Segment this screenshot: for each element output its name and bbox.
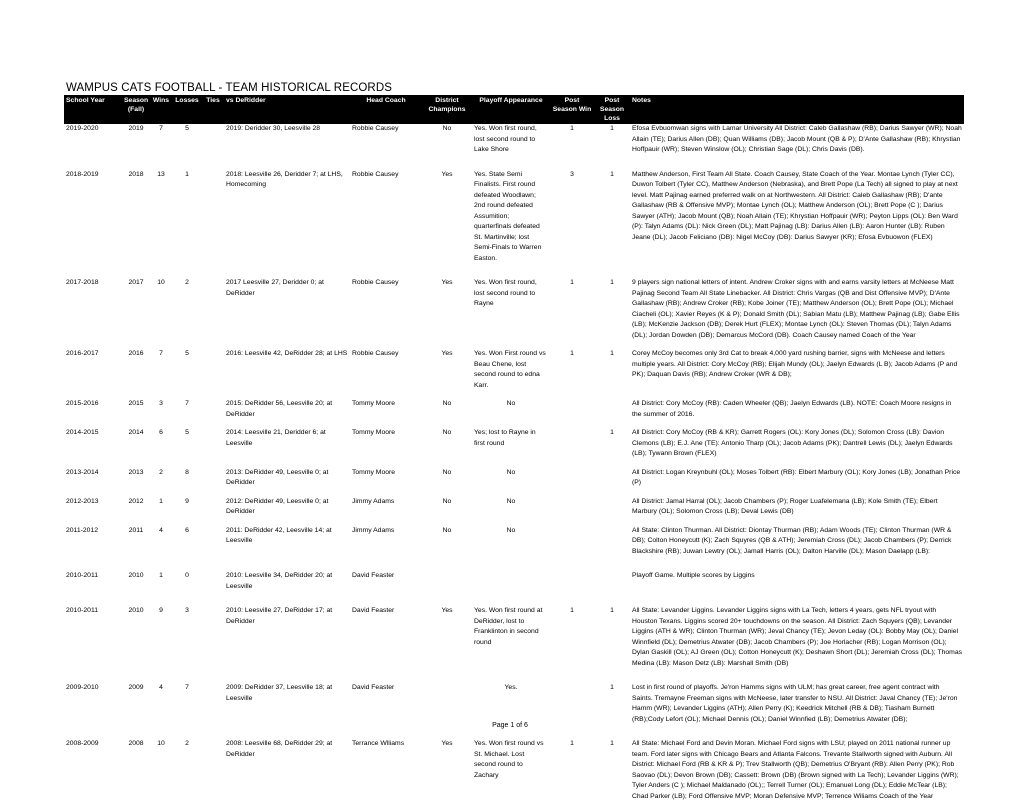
col-wins: Wins	[152, 97, 170, 104]
row-spacer-cell	[64, 391, 964, 399]
cell-post-loss	[594, 399, 630, 420]
table-row	[64, 571, 964, 592]
cell-season: 2018	[128, 170, 144, 178]
cell-post-win	[550, 571, 594, 592]
cell-losses: 2	[185, 279, 189, 286]
cell-season: 2017	[128, 279, 144, 286]
cell-ties	[202, 683, 224, 725]
cell-head-coach: Tommy Moore	[352, 400, 396, 407]
cell-vs-deridder: 2012: DeRidder 49, Leesville 0; at DeRidder	[226, 497, 329, 515]
cell-ties	[202, 278, 224, 341]
col-post-loss: Post Season Loss	[599, 97, 625, 122]
row-spacer	[64, 264, 964, 278]
cell-post-win	[550, 468, 594, 489]
cell-district: Yes	[441, 350, 453, 357]
cell-vs-deridder: 2013: DeRidder 49, Leesville 0; at DeRidder	[226, 468, 329, 486]
cell-vs-deridder: 2017 Leesville 27, Deridder 0; at DeRidder	[226, 279, 324, 297]
cell-ties	[202, 468, 224, 489]
cell-losses: 0	[185, 572, 189, 579]
row-spacer-cell	[64, 669, 964, 683]
cell-playoff: Yes. Won first round at DeRidder, lost to Franklinton in second round	[474, 607, 543, 646]
cell-vs-deridder: 2016: Leesville 42, DeRidder 28; at LHS	[226, 350, 348, 357]
cell-season: 2008	[128, 740, 144, 747]
cell-post-loss: 1	[610, 350, 614, 357]
row-spacer-cell	[64, 592, 964, 606]
cell-school-year: 2011-2012	[66, 526, 98, 534]
cell-vs-deridder: 2011: DeRidder 42, Leesville 14; at Leesville	[226, 526, 332, 544]
cell-wins: 4	[159, 684, 163, 691]
cell-ties	[202, 124, 224, 156]
cell-ties	[202, 170, 224, 265]
records-table	[64, 95, 964, 802]
row-spacer	[64, 341, 964, 349]
cell-wins: 6	[159, 429, 163, 436]
cell-notes: All District: Jamal Harral (OL); Jacob Chambers (P); Roger Luafelemana (LB); Kole Smith (TE); Elbert Marbury (OL); Solomon Cross (LB); Deval Lewis (DB)	[632, 497, 938, 515]
cell-vs-deridder: 2019: Deridder 30, Leesville 28	[226, 125, 321, 132]
cell-district: Yes	[441, 170, 453, 178]
cell-head-coach: Robbie Causey	[352, 125, 399, 132]
cell-district: Yes	[441, 607, 453, 614]
cell-ties	[202, 428, 224, 460]
cell-post-loss	[594, 468, 630, 489]
cell-notes: All State: Levander Liggins. Levander Liggins signs with La Tech, letters 4 years, gets NFL tryout with Houston Texans. Liggins scored 20+ touchdowns on the season. All District: Zach Squyers (QB); Levander Liggins (ATH & WR); Clinton Thurman (WR); Jeval Chancy (TE); Jevon Leday (OL): Bobby May (OL); Daniel Winnfield (DL); Demetrius Atwater (DB); Jacob Chambers (P); Joe Horlacher (RB); Logan Morrison (OL); Dylan Gaskill (OL); AJ Green (OL); Cotton Honeycutt (K); Deshawn Short (DL); Jeremiah Cross (DL); Thomas Medina (LB): Mason Detz (LB): Marshall Smith (DB)	[632, 607, 963, 667]
cell-post-win	[550, 683, 594, 725]
cell-playoff: Yes. Won first round, lost second round to Rayne	[474, 279, 537, 307]
cell-ties	[202, 399, 224, 420]
header-row	[64, 95, 964, 124]
cell-notes: Playoff Game. Multiple scores by Liggins	[632, 572, 755, 579]
row-spacer-cell	[64, 557, 964, 571]
cell-head-coach: David Feaster	[352, 607, 395, 614]
cell-season: 2014	[128, 429, 144, 436]
cell-losses: 5	[185, 429, 189, 436]
cell-district	[422, 683, 472, 725]
cell-school-year: 2018-2019	[66, 170, 99, 178]
cell-playoff	[472, 571, 550, 592]
cell-vs-deridder: 2014: Leesville 21, Deridder 6; at Leesville	[226, 429, 326, 447]
cell-head-coach: David Feaster	[352, 572, 395, 579]
cell-notes: Corey McCoy becomes only 3rd Cat to break 4,000 yard rushing barrier, signs with McNeese and letters multiple years. All District: Cory McCoy (RB); Elijah Mundy (OL); Jaelyn Edwards (L B); Jacob Adams (P and PK); Daquan Davis (RB); Andrew Croker (WR & DB);	[632, 350, 958, 378]
cell-school-year: 2014-2015	[66, 429, 99, 436]
cell-district: No	[442, 429, 452, 436]
row-spacer	[64, 557, 964, 571]
cell-district: No	[442, 125, 452, 132]
col-district: District Champions	[428, 97, 466, 113]
cell-notes: Efosa Evbuomwan signs with Lamar University All District: Caleb Gallashaw (RB); Darius Sawyer (WR); Noah Allain (TE); Darius Allen (DB); Quan Williams (DB); Jacob Mount (QB & P); D'Ante Gallashaw (RB); Khrystian Hoffpauir (WR); Steven Winslow (OL); Christian Sage (DL); Chris Davis (DB).	[632, 125, 962, 153]
cell-post-loss	[594, 526, 630, 558]
cell-post-win: 1	[570, 125, 574, 132]
cell-vs-deridder: 2010: Leesville 27, DeRidder 17; at DeRidder	[226, 607, 333, 625]
cell-losses: 5	[185, 350, 189, 357]
cell-season: 2012	[128, 497, 144, 505]
table-row	[64, 428, 964, 460]
cell-playoff: Yes. State Semi Finalists. First round defeated Woodlawn; 2nd round defeated Assumition; quarterfinals defeated St. Martinville; lost Semi-Finals to Warren Easton.	[474, 170, 542, 262]
col-ties: Ties	[206, 97, 220, 104]
cell-season: 2013	[128, 468, 144, 476]
cell-post-win: 1	[570, 607, 574, 614]
cell-notes: All District: Logan Kreynbuhl (OL); Moses Tolbert (RB): Elbert Marbury (OL); Kory Jones (LB); Jonathan Price (P)	[632, 468, 961, 486]
cell-losses: 7	[185, 684, 189, 691]
cell-wins: 7	[159, 125, 163, 132]
cell-school-year: 2010-2011	[66, 607, 98, 614]
cell-wins: 13	[157, 170, 165, 178]
cell-head-coach: Robbie Causey	[352, 350, 399, 357]
cell-season: 2011	[128, 526, 144, 534]
row-spacer-cell	[64, 264, 964, 278]
table-row	[64, 278, 964, 341]
cell-season: 2010	[128, 572, 144, 579]
cell-season: 2009	[128, 684, 144, 691]
cell-ties	[202, 349, 224, 391]
cell-post-win: 1	[570, 740, 574, 747]
col-playoff: Playoff Appearance	[479, 97, 543, 104]
cell-losses: 1	[185, 170, 189, 178]
cell-wins: 3	[159, 400, 163, 407]
cell-head-coach: Jimmy Adams	[352, 497, 395, 505]
row-spacer-cell	[64, 341, 964, 349]
row-spacer-cell	[64, 489, 964, 497]
row-spacer	[64, 460, 964, 468]
cell-post-win	[550, 428, 594, 460]
row-spacer	[64, 156, 964, 170]
cell-wins: 7	[159, 350, 163, 357]
row-spacer	[64, 489, 964, 497]
cell-post-win	[550, 526, 594, 558]
cell-playoff: Yes.	[504, 684, 518, 691]
row-spacer	[64, 420, 964, 428]
table-row	[64, 399, 964, 420]
row-spacer	[64, 669, 964, 683]
cell-losses: 3	[185, 607, 189, 614]
table-row	[64, 683, 964, 725]
cell-head-coach: Robbie Causey	[352, 279, 399, 286]
cell-playoff: No	[506, 526, 516, 534]
col-notes: Notes	[632, 97, 651, 104]
table-row	[64, 124, 964, 156]
cell-playoff: No	[506, 497, 516, 505]
cell-playoff: Yes. Won first round vs St. Michael. Lost second round to Zachary	[474, 740, 544, 779]
col-losses: Losses	[175, 97, 199, 104]
cell-ties	[202, 571, 224, 592]
cell-post-win: 3	[570, 170, 574, 178]
page-title: WAMPUS CATS FOOTBALL - TEAM HISTORICAL RECORDS	[66, 82, 393, 94]
cell-school-year: 2013-2014	[66, 468, 99, 476]
cell-wins: 10	[157, 740, 165, 747]
cell-head-coach: Terrance Wlliams	[352, 740, 405, 747]
cell-losses: 9	[185, 497, 189, 505]
cell-post-loss: 1	[610, 170, 614, 178]
cell-school-year: 2016-2017	[66, 350, 99, 357]
col-season: Season (Fall)	[124, 97, 149, 113]
cell-wins: 4	[159, 526, 163, 534]
cell-post-loss: 1	[610, 279, 614, 286]
row-spacer	[64, 391, 964, 399]
cell-losses: 8	[185, 468, 189, 476]
cell-district: Yes	[441, 279, 453, 286]
cell-post-win	[550, 399, 594, 420]
cell-post-win: 1	[570, 350, 574, 357]
page-footer: Page 1 of 6	[492, 722, 528, 729]
cell-vs-deridder: 2008: Leesville 68, DeRidder 29; at DeRidder	[226, 740, 333, 758]
col-school-year: School Year	[66, 97, 105, 104]
cell-losses: 6	[185, 526, 189, 534]
cell-post-loss: 1	[610, 684, 614, 691]
row-spacer	[64, 592, 964, 606]
row-spacer-cell	[64, 518, 964, 526]
cell-district: Yes	[441, 740, 453, 747]
cell-ties	[202, 739, 224, 802]
cell-district: No	[442, 526, 452, 534]
table-row	[64, 526, 964, 558]
cell-losses: 7	[185, 400, 189, 407]
cell-playoff: Yes. Won First round vs Beau Chene, lost second round to edna Karr.	[474, 350, 546, 389]
cell-season: 2019	[128, 125, 144, 132]
cell-ties	[202, 526, 224, 558]
cell-notes: All State: Michael Ford and Devin Moran. Michael Ford signs with LSU; played on 2011 national runner up team. Ford later signs with Chicago Bears and Atlanta Falcons. Trevante Stallworth signed with Auburn. All District: Michael Ford (RB & KR & P); Trev Stallworth (QB); Demetrius O'Bryant (RB): Allen Perry (PK); Rob Saovao (DL); Devon Brown (DB); Cassett: Brown (DB) (Brown signed with La Tech); Levander Liggins (WR); Tyler Anders (C ); Michael Maldanado (OL);; Terrell Turner (OL); Emanuel Long (DL); Eddie McTear (LB); Chad Parker (LB); Ford Offensive MVP; Moran Defensive MVP; Terrence Wiliams Coach of the Year	[632, 740, 959, 800]
cell-head-coach: Robbie Causey	[352, 170, 399, 178]
cell-head-coach: Tommy Moore	[352, 429, 396, 436]
cell-notes: 9 players sign national letters of intent. Andrew Croker signs with and earns varsity letters at McNeese Matt Pajinag Second Team All State Linebacker. All District: Chris Vargas (QB and Dist Offensive MVP); D'Ante Gallashaw (RB); Andrew Croker (RB); Kobe Joiner (TE); Matthew Anderson (OL); Brett Pope (OL); Michael Ciacheli (OL); Xavier Reyes (K & P); Donald Smith (DL); Sabian Matu (LB); Matthew Pajinag (LB); Gabe Ellis (LB); McKenzie Jackson (DB); Derek Hurt (FLEX); Montae Lynch (OL): Steven Thomas (DL); Talyn Adams (DL); Jordan Dowden (DB); Demarcus McCord (DB). Coach Causey named Coach of the Year	[632, 279, 960, 339]
cell-wins: 9	[159, 607, 163, 614]
cell-notes: All District: Cory McCoy (RB & KR); Garrett Rogers (OL): Kory Jones (DL); Solomon Cross (LB): Davion Clemons (LB); E.J. Ane (TE): Antonio Tharp (OL); Jacob Adams (PK); Dantrell Lewis (DL); Jaelyn Edwards (LB); Tywann Brown (FLEX)	[632, 429, 953, 457]
cell-season: 2016	[128, 350, 144, 357]
cell-district	[422, 571, 472, 592]
cell-post-loss: 1	[610, 125, 614, 132]
cell-wins: 1	[159, 497, 163, 505]
cell-ties	[202, 497, 224, 518]
cell-school-year: 2017-2018	[66, 279, 99, 286]
cell-school-year: 2019-2020	[66, 125, 99, 132]
cell-vs-deridder: 2018: Leesville 26, Deridder 7; at LHS, Homecoming	[226, 170, 343, 188]
cell-district: No	[442, 497, 452, 505]
cell-post-win	[550, 497, 594, 518]
cell-post-win: 1	[570, 279, 574, 286]
cell-school-year: 2009-2010	[66, 684, 99, 691]
col-post-win: Post Season Win	[552, 97, 592, 113]
cell-school-year: 2010-2011	[66, 572, 98, 579]
cell-wins: 1	[159, 572, 163, 579]
table-row	[64, 170, 964, 265]
cell-notes: Matthew Anderson, First Team All State. Coach Causey, State Coach of the Year. Montae Lynch (Tyler CC), Duwon Tolbert (Tyler CC), Matthew Anderson (Nebraska), and Brett Pope (La Tech) all signed to play at next level. Matt Pajinag earned preferred walk on at Northwestern. All District: Caleb Gallashaw (RB); D'ante Gallashaw (RB & Offensive MVP); Montae Lynch (OL); Matthew Anderson (OL); Brett Pope (C ); Darius Sawyer (ATH); Jacob Mount (QB); Noah Allain (TE); Khrystian Hoffpauir (WR); Peyton Lipps (OL): Ben Ward (P): Talyn Adams (DL): Nick Green (DL); Matt Pajinag (LB): Darius Allen (LB): Aaron Hunter (LB): Ruben Jeane (DL); Jacob Feliciano (DB): Nigel McCoy (DB): Darius Sawyer (KR); Efosa Evbuowon (FLEX)	[632, 170, 958, 241]
table-row	[64, 349, 964, 391]
cell-notes: All State: Clinton Thurman. All District: Diontay Thurman (RB); Adam Woods (TE); Clinton Thurman (WR & DB); Colton Honeycutt (K); Zach Squyres (QB & ATH); Jeremiah Cross (DL); Jacob Chambers (P); Derrick Blackshire (RB); Juwan Lewtry (OL); Jamall Harris (OL); Dalton Harville (DL); Mason Daelapp (LB):	[632, 526, 952, 555]
col-head-coach: Head Coach	[366, 97, 406, 104]
row-spacer	[64, 518, 964, 526]
table-row	[64, 739, 964, 802]
cell-notes: All District: Cory McCoy (RB): Caden Wheeler (QB); Jaelyn Edwards (LB). NOTE: Coach Moore resigns in the summer of 2016.	[632, 400, 952, 418]
cell-post-loss	[594, 571, 630, 592]
row-spacer-cell	[64, 420, 964, 428]
cell-vs-deridder: 2015: DeRidder 56, Leesville 20; at DeRidder	[226, 400, 333, 418]
cell-season: 2010	[128, 607, 144, 614]
cell-playoff: Yes; lost to Rayne in first round	[474, 429, 536, 447]
col-vs-deridder: vs DeRidder	[226, 97, 266, 104]
table-row	[64, 497, 964, 518]
cell-losses: 2	[185, 740, 189, 747]
cell-school-year: 2015-2016	[66, 400, 99, 407]
cell-post-loss: 1	[610, 429, 614, 436]
cell-season: 2015	[128, 400, 144, 407]
row-spacer-cell	[64, 460, 964, 468]
table-row	[64, 468, 964, 489]
cell-losses: 5	[185, 125, 189, 132]
row-spacer-cell	[64, 156, 964, 170]
cell-head-coach: Jimmy Adams	[352, 526, 395, 534]
cell-ties	[202, 606, 224, 669]
cell-district: No	[442, 400, 452, 407]
cell-district: No	[442, 468, 452, 476]
cell-head-coach: David Feaster	[352, 684, 395, 691]
cell-head-coach: Tommy Moore	[352, 468, 396, 476]
cell-school-year: 2008-2009	[66, 740, 99, 747]
cell-post-loss: 1	[610, 740, 614, 747]
cell-vs-deridder: 2010: Leesville 34, DeRidder 20; at Leesville	[226, 572, 333, 590]
cell-post-loss: 1	[610, 607, 614, 614]
cell-playoff: Yes. Won first round, lost second round to Lake Shore	[474, 125, 537, 153]
table-row	[64, 606, 964, 669]
cell-wins: 10	[157, 279, 165, 286]
cell-playoff: No	[506, 468, 516, 476]
cell-wins: 2	[159, 468, 163, 476]
cell-school-year: 2012-2013	[66, 497, 99, 505]
cell-notes: Lost in first round of playoffs. Je'ron Hamms signs with ULM; has great career, free agent contract with Saints. Tremayne Freeman signs with McNeese, later transfer to NSU. All District: Javal Chancy (TE); Je'ron Hamm (WR); Levander Liggins (ATH); Allen Perry (K); Keedrick Mitchell (RB & DB); Tiasham Burnett (RB);Cody Lefort (OL); Michael Dennis (OL); Daniel Winnfied (LB); Demetrius Atwater (DB);	[632, 684, 958, 723]
cell-post-loss	[594, 497, 630, 518]
cell-playoff: No	[506, 400, 516, 407]
cell-vs-deridder: 2009: DeRidder 37, Leesville 18; at Leesville	[226, 684, 333, 702]
